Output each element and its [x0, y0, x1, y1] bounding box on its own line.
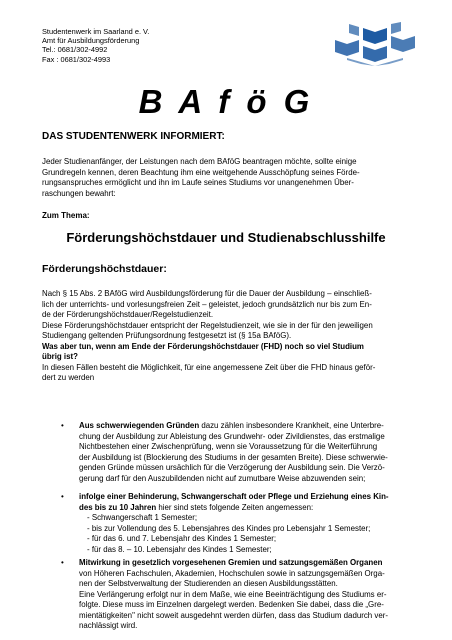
text-line: lich der unterrichts- und vorlesungsfreien Zeit – geleistet, jedoch grundsätzlich nur bis zum En- — [42, 299, 372, 309]
bullet-lead: des bis zu 10 Jahren — [79, 502, 157, 512]
text-line: Jeder Studienanfänger, der Leistungen nach dem BAföG beantragen möchte, sollte einige — [42, 157, 357, 166]
bullet-lead-rest: hier sind stets folgende Zeiten angemessen: — [156, 502, 314, 512]
text-line: gerung darf für den Auszubildenden nicht auf zumutbare Weise abzuwenden sein; — [79, 473, 366, 483]
text-line: nachlässigt wird. — [79, 621, 138, 630]
section-heading: Förderungshöchstdauer: — [42, 263, 167, 275]
text-line: chung der Ausbildung zur Ableistung des Grundwehr- oder Zivildienstes, das erstmalige — [79, 431, 385, 441]
text-line: Diese Förderungshöchstdauer entspricht der Regelstudienzeit, wie sie in der für den jeweiligen — [42, 320, 373, 330]
text-line: dert zu werden — [42, 373, 95, 382]
sender-phone: Tel.: 0681/302-4992 — [42, 45, 108, 55]
sender-line: Amt für Ausbildungsförderung — [42, 36, 140, 46]
studentenwerk-logo-icon — [333, 22, 417, 66]
text-line: raschungen bewahrt: — [42, 188, 116, 198]
bullet-marker: • — [61, 492, 64, 501]
list-item: - Schwangerschaft 1 Semester; — [87, 513, 198, 522]
list-item: - für das 8. – 10. Lebensjahr des Kindes 1 Semester; — [87, 544, 272, 554]
document-title: B A f ö G — [138, 83, 314, 120]
sender-line: Studentenwerk im Saarland e. V. — [42, 27, 150, 36]
topic-label: Zum Thema: — [42, 211, 90, 220]
bullet-item-serious-reasons — [79, 421, 417, 484]
text-line: In diesen Fällen besteht die Möglichkeit, für eine angemessene Zeit über die FHD hinaus geför- — [42, 362, 376, 372]
question-line: übrig ist? — [42, 352, 78, 361]
text-line: mientätigkeiten" nicht soweit ausgedehnt werden dürfen, dass das Studium dadurch ver- — [79, 610, 388, 620]
bullet-lead: Aus schwerwiegenden Gründen — [79, 421, 200, 430]
list-item: - bis zur Vollendung des 5. Lebensjahres des Kindes pro Lebensjahr 1 Semester; — [87, 523, 371, 533]
bullet-lead-rest: dazu zählen insbesondere Krankheit, eine Unterbre- — [199, 421, 384, 430]
bullet-item-disability-pregnancy — [79, 492, 417, 555]
sender-fax: Fax : 0681/302-4993 — [42, 54, 111, 64]
text-line: de der Förderungshöchstdauer/Regelstudienzeit. — [42, 310, 214, 319]
topic-title: Förderungshöchstdauer und Studienabschlusshilfe — [66, 230, 386, 245]
sender-address — [42, 27, 149, 64]
text-line: Eine Verlängerung erfolgt nur in dem Maße, wie eine Beeinträchtigung des Studiums er- — [79, 589, 387, 599]
text-line: Nach § 15 Abs. 2 BAföG wird Ausbildungsförderung für die Dauer der Ausbildung – einschließ- — [42, 289, 372, 298]
text-line: Mitwirkung in gesetzlich vorgesehenen Gremien und satzungsgemäßen Organen — [79, 558, 383, 567]
text-line: der Ausbildung ist (Blockierung des Studiums in der gesamten Breite). Diese schwerwie- — [79, 452, 388, 462]
bullet-marker: • — [61, 558, 64, 567]
section-paragraph — [42, 289, 416, 384]
text-line: rungsanspruches ermöglicht und ihn im Laufe seines Studiums vor unangenehmen Über- — [42, 178, 354, 187]
bullet-item-committees — [79, 558, 417, 632]
text-line — [79, 421, 417, 432]
list-item: - für das 6. und 7. Lebensjahr des Kindes 1 Semester; — [87, 534, 277, 543]
text-line: Nichtbestehen einer Zwischenprüfung, wenn sie Voraussetzung für die Weiterführung — [79, 442, 378, 451]
bullet-marker: • — [61, 421, 64, 430]
text-line: von Höheren Fachschulen, Akademien, Hochschulen sowie in satzungsgemäßen Orga- — [79, 568, 385, 578]
text-line: genden Gründe müssen ursächlich für die Verzögerung der Ausbildung sein. Die Verzö- — [79, 463, 385, 472]
text-line: Studiengang geltenden Prüfungsordnung festgesetzt ist (§ 15a BAföG). — [42, 331, 292, 340]
text-line: folgte. Diese muss im Einzelnen dargelegt werden. Bedenken Sie dabei, dass die „Gre- — [79, 600, 384, 609]
question-line: Was aber tun, wenn am Ende der Förderungshöchstdauer (FHD) noch so viel Studium — [42, 341, 364, 351]
intro-heading: DAS STUDENTENWERK INFORMIERT: — [42, 131, 225, 142]
text-line: Grundregeln kennen, deren Beachtung ihm eine weitgehende Ausschöpfung seines Förde- — [42, 167, 360, 177]
text-line: infolge einer Behinderung, Schwangerschaft oder Pflege und Erziehung eines Kin- — [79, 492, 389, 501]
intro-paragraph — [42, 157, 416, 199]
text-line — [79, 503, 417, 514]
text-line: nen der Selbstverwaltung der Studierenden an diesen Ausbildungsstätten. — [79, 579, 338, 588]
